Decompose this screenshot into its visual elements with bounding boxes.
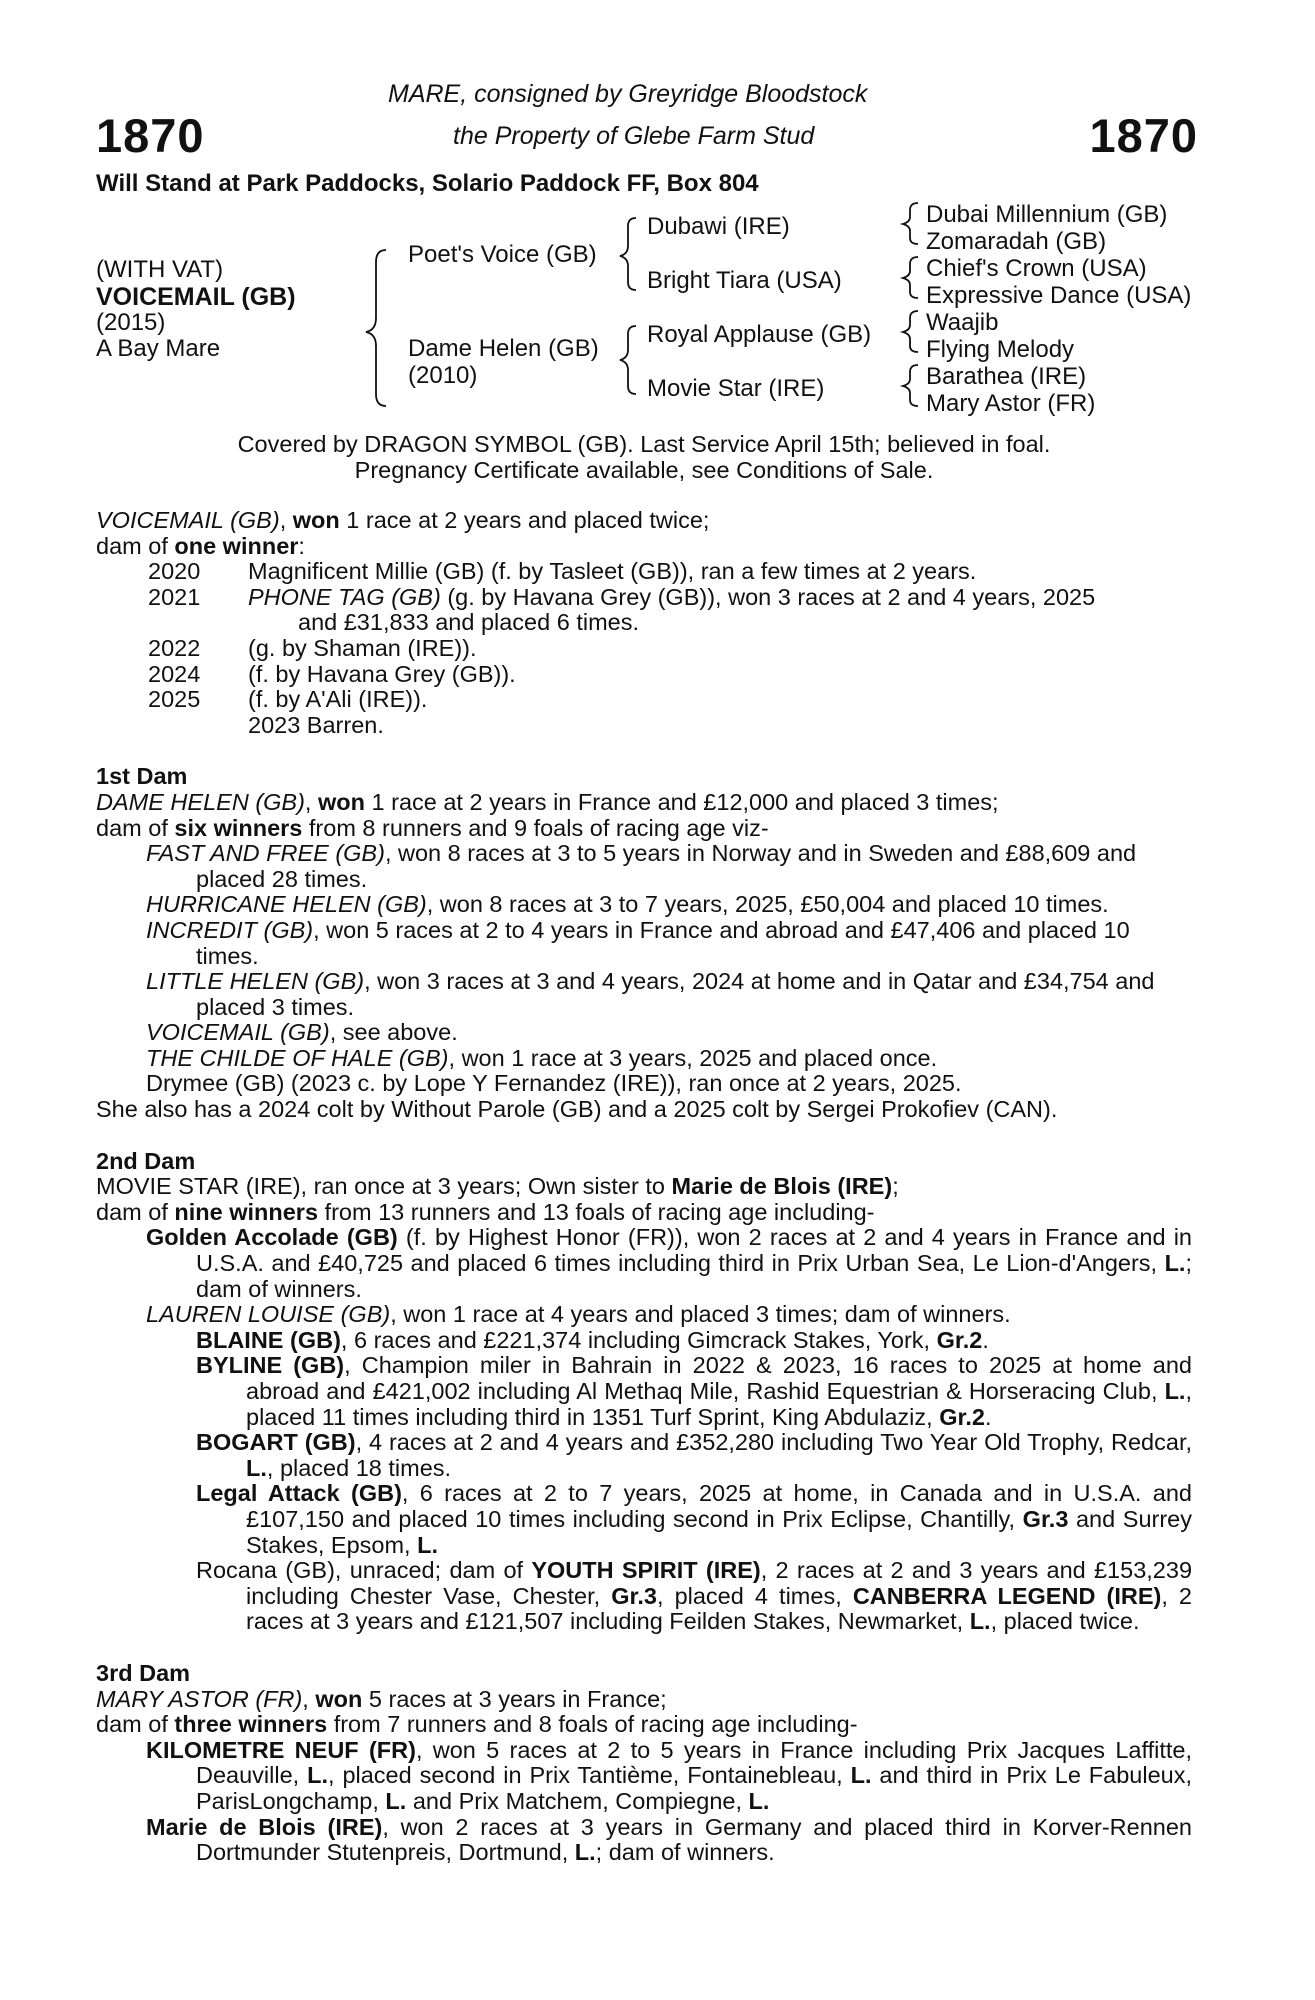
first-dam-foal: INCREDIT (GB), won 5 races at 2 to 4 years in France and abroad and £47,406 and placed 10 times. [146,916,1130,969]
third-dam-heading: 3rd Dam [96,1659,191,1686]
vat-note: (WITH VAT) [96,256,224,283]
lot-number-right: 1870 [1089,109,1198,162]
pedigree-sire-sire: Dubawi (IRE) [647,213,790,240]
covering-note [96,432,1192,483]
pedigree-dam-dam: Movie Star (IRE) [647,375,825,402]
pedigree-gen3-1: Dubai Millennium (GB) [926,201,1168,228]
first-dam-produce-summary: dam of six winners from 8 runners and 9 foals of racing age viz- [96,814,769,841]
mare-produce-summary: dam of one winner: [96,532,305,559]
first-dam-foal: FAST AND FREE (GB), won 8 races at 3 to 5 years in Norway and in Sweden and £88,609 and placed 28 times. [146,840,1137,892]
first-dam-heading: 1st Dam [96,763,188,790]
produce-row-continued: and £31,833 and placed 6 times. [298,609,640,636]
produce-row: 2020 Magnificent Millie (GB) (f. by Tasleet (GB)), ran a few times at 2 years. [148,558,977,585]
second-dam-record: MOVIE STAR (IRE), ran once at 3 years; Own sister to Marie de Blois (IRE); [96,1173,899,1200]
pedigree-gen3-7: Barathea (IRE) [926,363,1087,390]
horse-description: A Bay Mare [96,335,221,362]
produce-row: 2024 (f. by Havana Grey (GB)). [148,660,516,687]
produce-row: 2021 PHONE TAG (GB) (g. by Havana Grey (GB)), won 3 races at 2 and 4 years, 2025 [148,583,1096,610]
pedigree-dam-year: (2010) [408,362,478,389]
second-dam-foal: Golden Accolade (GB) (f. by Highest Honor (FR)), won 2 races at 2 and 4 years in France and in U.S.A. and £40,725 and placed 6 times including third in Prix Urban Sea, Le Lion-d'Angers, L.; dam of winners. [146,1224,1192,1302]
first-dam-foal: THE CHILDE OF HALE (GB), won 1 race at 3 years, 2025 and placed once. [146,1044,938,1071]
pedigree-sire-dam: Bright Tiara (USA) [647,267,842,294]
first-dam-record: DAME HELEN (GB), won 1 race at 2 years in France and £12,000 and placed 3 times; [96,788,999,815]
grand-foal: BOGART (GB), 4 races at 2 and 4 years and £352,280 including Two Year Old Trophy, Redcar, L., placed 18 times. [196,1429,1193,1481]
grand-foal: BLAINE (GB), 6 races and £221,374 including Gimcrack Stakes, York, Gr.2. [196,1326,989,1353]
covering-line-2: Pregnancy Certificate available, see Conditions of Sale. [354,456,934,483]
pedigree-gen3-6: Flying Melody [926,336,1075,363]
catalogue-body [96,508,1192,1866]
header-property: the Property of Glebe Farm Stud [453,122,815,150]
pedigree-gen3-5: Waajib [926,309,999,336]
second-dam-foal: LAUREN LOUISE (GB), won 1 race at 4 years and placed 3 times; dam of winners. [146,1301,1011,1328]
first-dam-foal: HURRICANE HELEN (GB), won 8 races at 3 to 7 years, 2025, £50,004 and placed 10 times. [146,891,1109,918]
stand-location: Will Stand at Park Paddocks, Solario Paddock FF, Box 804 [96,170,759,197]
first-dam-foal: Drymee (GB) (2023 c. by Lope Y Fernandez (IRE)), ran once at 2 years, 2025. [146,1070,962,1097]
second-dam-heading: 2nd Dam [96,1147,196,1174]
produce-row: 2022 (g. by Shaman (IRE)). [148,634,477,661]
mare-record: VOICEMAIL (GB), won 1 race at 2 years and placed twice; [96,507,710,533]
third-dam-record: MARY ASTOR (FR), won 5 races at 3 years in France; [96,1685,667,1712]
pedigree-gen3-3: Chief's Crown (USA) [926,255,1147,282]
first-dam-also: She also has a 2024 colt by Without Parole (GB) and a 2025 colt by Sergei Prokofiev (CAN). [96,1096,1058,1123]
horse-name: VOICEMAIL (GB) [96,283,296,311]
grand-foal: BYLINE (GB), Champion miler in Bahrain in 2022 & 2023, 16 races to 2025 at home and abroad and £421,002 including Al Methaq Mile, Rashid Equestrian & Horseracing Club, L., placed 11 times including third in 1351 Turf Sprint, King Abdulaziz, Gr.2. [196,1352,1193,1430]
lot-number-left: 1870 [96,109,205,162]
second-dam-produce-summary: dam of nine winners from 13 runners and 13 foals of racing age including- [96,1198,875,1225]
header-consignor: MARE, consigned by Greyridge Bloodstock [388,80,868,108]
produce-row: 2025 (f. by A'Ali (IRE)). [148,686,428,713]
third-dam-produce-summary: dam of three winners from 7 runners and 8 foals of racing age including- [96,1711,858,1738]
pedigree-dam-sire: Royal Applause (GB) [647,321,872,348]
pedigree-dam: Dame Helen (GB) [408,335,599,362]
covering-line-1: Covered by DRAGON SYMBOL (GB). Last Service April 15th; believed in foal. [237,431,1051,457]
first-dam-foal: VOICEMAIL (GB), see above. [146,1019,458,1046]
pedigree-gen3-8: Mary Astor (FR) [926,390,1096,417]
grand-foal: Legal Attack (GB), 6 races at 2 to 7 years, 2025 at home, in Canada and in U.S.A. and £107,150 and placed 10 times including second in Prix Eclipse, Chantilly, Gr.3 and Surrey Stakes, Epsom, L. [196,1480,1192,1558]
grand-foal: Rocana (GB), unraced; dam of YOUTH SPIRIT (IRE), 2 races at 2 and 3 years and £153,239 including Chester Vase, Chester, Gr.3, placed 4 times, CANBERRA LEGEND (IRE), 2 races at 3 years and £121,507 including Feilden Stakes, Newmarket, L., placed twice. [196,1557,1193,1635]
third-dam-foal: Marie de Blois (IRE), won 2 races at 3 years in Germany and placed third in Korver-Rennen Dortmunder Stutenpreis, Dortmund, L.; dam of winners. [146,1813,1192,1866]
produce-row: 2023 Barren. [248,711,384,738]
third-dam-foal: KILOMETRE NEUF (FR), won 5 races at 2 to 5 years in France including Prix Jacques Laffitte, Deauville, L., placed second in Prix Tantième, Fontainebleau, L. and third in Prix Le Fabuleux, ParisLongchamp, L. and Prix Matchem, Compiegne, L. [146,1736,1192,1814]
pedigree-sire: Poet's Voice (GB) [408,241,597,268]
pedigree-gen3-2: Zomaradah (GB) [926,228,1107,255]
pedigree-gen3-4: Expressive Dance (USA) [926,282,1192,309]
horse-year: (2015) [96,309,166,336]
first-dam-foal: LITTLE HELEN (GB), won 3 races at 3 and 4 years, 2024 at home and in Qatar and £34,754 and placed 3 times. [146,968,1155,1020]
